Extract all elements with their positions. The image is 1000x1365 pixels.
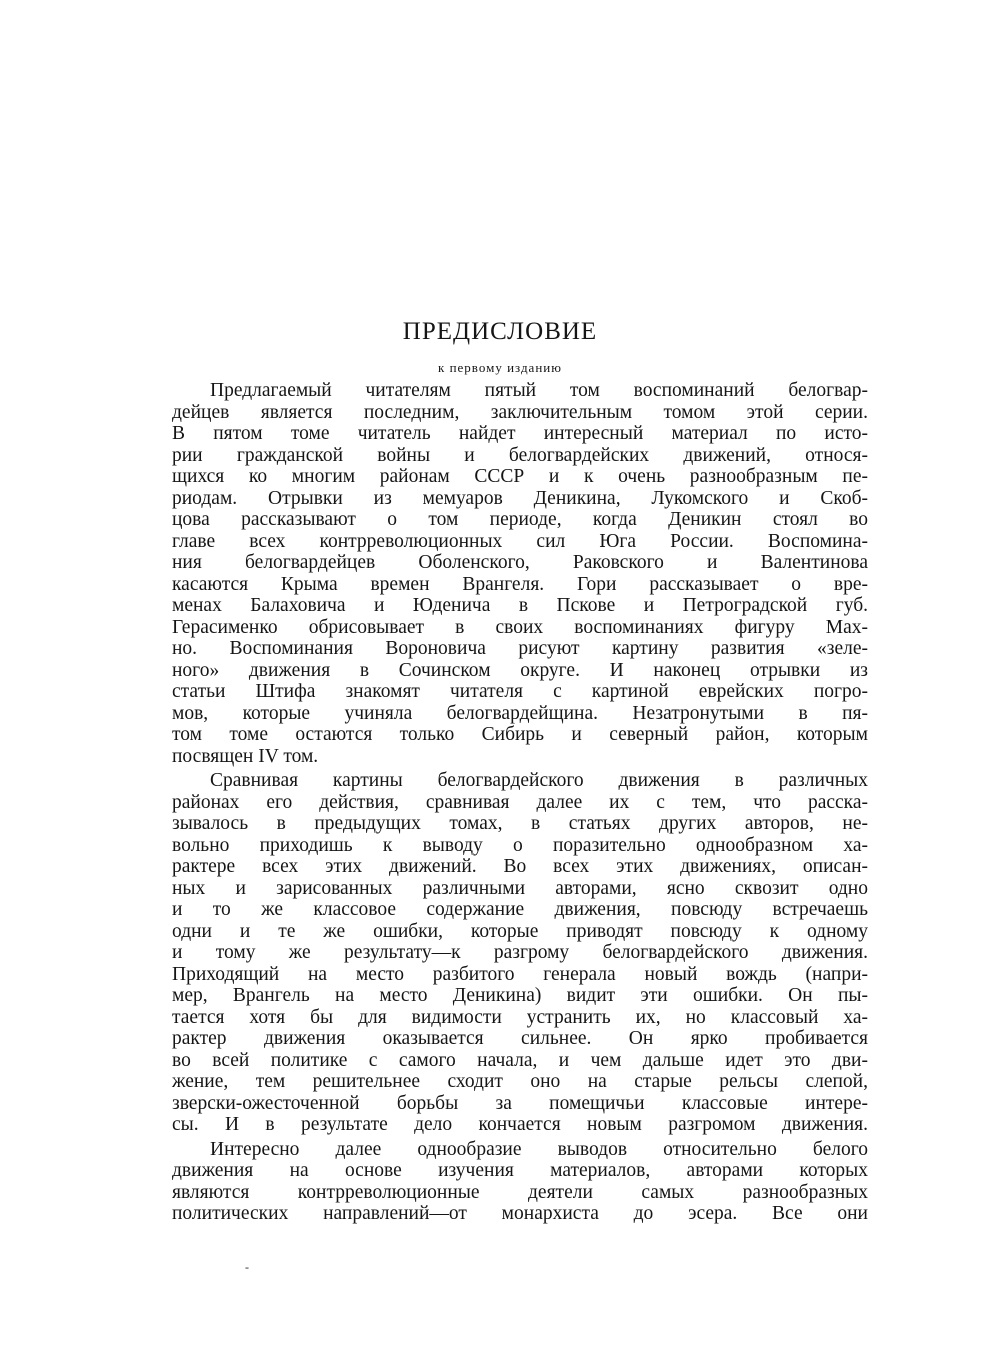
text-line: Предлагаемый читателям пятый том воспоминаний белогвар-	[210, 380, 868, 401]
body-text	[172, 380, 868, 1225]
text-line: зверски-ожесточенной борьбы за помещичьи классовые интере-	[172, 1092, 868, 1114]
text-line: риодам. Отрывки из мемуаров Деникина, Лукомского и Скоб-	[172, 487, 868, 509]
text-line: том томе остаются только Сибирь и северный район, которым	[172, 724, 868, 745]
text-line: ного» движения в Сочинском округе. И наконец отрывки из	[172, 659, 868, 681]
page-title: ПРЕДИСЛОВИЕ	[402, 318, 598, 345]
text-line: дейцев является последним, заключительным томом этой серии.	[172, 401, 868, 423]
text-line: и то же классовое содержание движения, повсюду встречаешь	[172, 899, 868, 920]
text-line: жение, тем решительнее сходит оно на старые рельсы слепой,	[172, 1071, 868, 1092]
text-line: мер, Врангель на место Деникина) видит эти ошибки. Он пы-	[172, 985, 868, 1006]
text-line: одни и те же ошибки, которые приводят повсюду к одному	[172, 920, 868, 942]
text-line: менах Балаховича и Юденича в Пскове и Петроградской губ.	[172, 595, 868, 616]
text-line: Сравнивая картины белогвардейского движения в различных	[210, 770, 868, 791]
text-line: статьи Штифа знакомят читателя с картиной еврейских погро-	[172, 681, 868, 702]
text-line: главе всех контрреволюционных сил Юга России. Воспомина-	[172, 530, 868, 552]
text-line: зывалось в предыдущих томах, в статьях других авторов, не-	[172, 813, 868, 834]
text-line: мов, которые учиняла белогвардейщина. Незатронутыми в пя-	[172, 702, 868, 724]
text-line: касаются Крыма времен Врангеля. Гори рассказывает о вре-	[172, 573, 868, 595]
text-line: районах его действия, сравнивая далее их с тем, что расска-	[172, 791, 868, 813]
text-line: движения на основе изучения материалов, авторами которых	[172, 1160, 868, 1181]
text-line: сы. И в результате дело кончается новым разгромом движения.	[172, 1114, 868, 1135]
text-line: во всей политике с самого начала, и чем дальше идет это дви-	[172, 1049, 868, 1071]
text-line: ных и зарисованных различными авторами, ясно сквозит одно	[172, 877, 868, 899]
text-line: рактере всех этих движений. Во всех этих движениях, описан-	[172, 856, 868, 877]
text-line: рактер движения оказывается сильнее. Он ярко пробивается	[172, 1028, 868, 1049]
text-line: но. Воспоминания Вороновича рисуют картину развития «зеле-	[172, 638, 868, 659]
text-line: ния белогвардейцев Оболенского, Раковского и Валентинова	[172, 552, 868, 573]
text-line: щихся ко многим районам СССР и к очень разнообразным пе-	[172, 466, 868, 487]
text-line: цова рассказывают о том периоде, когда Деникин стоял во	[172, 509, 868, 530]
text-line: Герасименко обрисовывает в своих воспоминаниях фигуру Мах-	[172, 616, 868, 638]
text-line: политических направлений—от монархиста до эсера. Все они	[172, 1203, 868, 1224]
paragraph-3	[172, 1139, 868, 1225]
text-line: являются контрреволюционные деятели самых разнообразных	[172, 1181, 868, 1203]
paragraph-2	[172, 770, 868, 1136]
text-line: тается хотя бы для видимости устранить их, но классовый ха-	[172, 1006, 868, 1028]
text-line: В пятом томе читатель найдет интересный материал по исто-	[172, 423, 868, 444]
text-line: посвящен IV том.	[172, 745, 319, 767]
page-mark: -	[245, 1260, 249, 1274]
paragraph-1	[172, 380, 868, 767]
text-line: рии гражданской войны и белогвардейских движений, относя-	[172, 444, 868, 466]
text-line: Приходящий на место разбитого генерала новый вождь (напри-	[172, 963, 868, 985]
text-line: и тому же результату—к разгрому белогвардейского движения.	[172, 942, 868, 963]
text-line: Интересно далее однообразие выводов относительно белого	[210, 1138, 868, 1160]
page-subtitle: к первому изданию	[438, 360, 562, 375]
text-line: вольно приходишь к выводу о поразительно однообразном ха-	[172, 834, 868, 856]
